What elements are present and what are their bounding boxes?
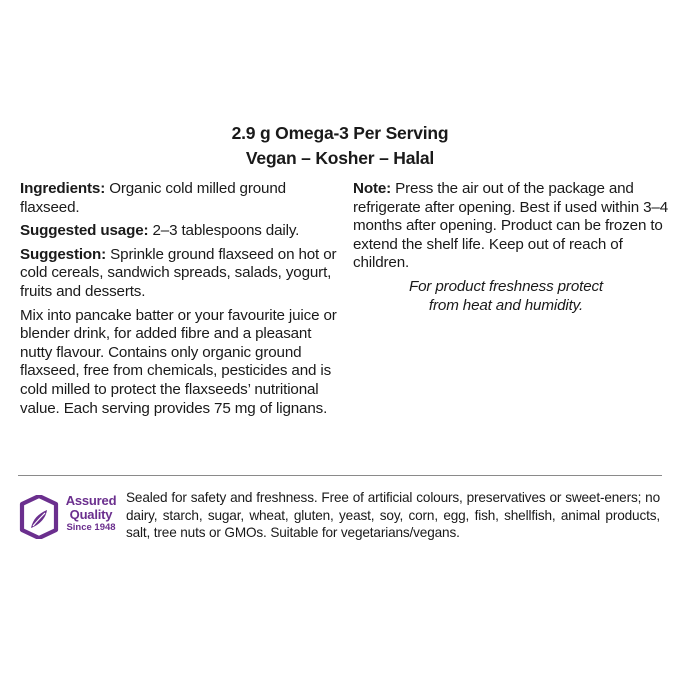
label-header	[0, 121, 680, 171]
logo-line-2: Quality	[69, 507, 113, 522]
ingredients-paragraph	[20, 180, 342, 217]
left-column	[20, 180, 342, 423]
logo-line-1: Assured	[65, 493, 117, 508]
section-divider	[18, 475, 662, 476]
q-badge-icon	[19, 495, 59, 539]
suggestion-label: Suggestion:	[20, 245, 107, 263]
ingredients-text: Organic cold milled ground flaxseed.	[20, 180, 286, 216]
mix-paragraph: Mix into pancake batter or your favourite juice or blender drink, for added fibre and a pleasant nutty flavour. Contains only organic ground flaxseed, free from chemicals, pesticides and is cold milled to protect the flaxseeds’ nutritional value. Each serving provides 75 mg of lignans.	[20, 306, 337, 417]
note-paragraph	[353, 180, 671, 273]
usage-text: 2–3 tablespoons daily.	[148, 222, 300, 240]
usage-paragraph	[20, 222, 342, 241]
suggestion-paragraph	[20, 246, 342, 302]
note-text: Press the air out of the package and refrigerate after opening. Best if used within 3–4 months after opening. Product can be frozen to extend the shelf life. Keep out of reach of children.	[353, 180, 669, 272]
diet-heading: Vegan – Kosher – Halal	[245, 148, 435, 168]
omega-heading: 2.9 g Omega-3 Per Serving	[231, 123, 449, 143]
ingredients-label: Ingredients:	[20, 180, 106, 197]
assured-quality-logo	[19, 494, 119, 544]
logo-line-3: Since 1948	[66, 522, 116, 533]
seal-statement: Sealed for safety and freshness. Free of artificial colours, preservatives or sweet-eners; no dairy, starch, sugar, wheat, gluten, yeast, soy, corn, egg, fish, shellfish, animal products, salt, tree nuts or GMOs. Suitable for vegetarians/vegans.	[126, 490, 660, 541]
suggestion-text: Sprinkle ground flaxseed on hot or cold cereals, sandwich spreads, salads, yogurt, fruits and desserts.	[20, 245, 337, 300]
freshness-notice	[353, 278, 671, 315]
assured-quality-wordmark	[64, 494, 118, 534]
right-column	[353, 180, 671, 315]
usage-label: Suggested usage:	[20, 222, 149, 240]
freshness-line-2: from heat and humidity.	[428, 296, 584, 314]
note-label: Note:	[353, 180, 392, 197]
freshness-line-1: For product freshness protect	[408, 277, 604, 295]
